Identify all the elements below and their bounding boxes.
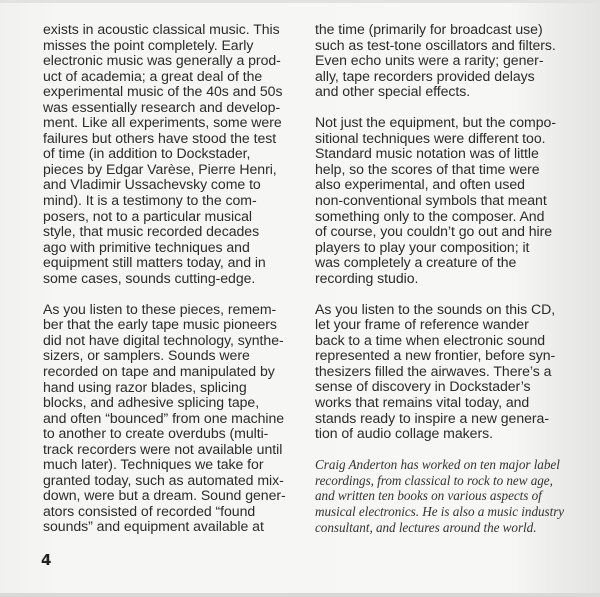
bio-line: recordings, from classical to rock to new age, [315, 472, 553, 488]
text-line: sizers, or samplers. Sounds were [43, 347, 250, 364]
text-line: style, that music recorded decades [43, 223, 260, 240]
text-line: and other special effects. [315, 83, 471, 100]
text-line: let your frame of reference wander [315, 316, 529, 333]
paragraph-compositional-techniques [315, 115, 590, 286]
text-line: posers, not to a particular musical [43, 207, 252, 224]
bio-line: Craig Anderton has worked on ten major label [315, 457, 560, 473]
text-line: thesizers filled the airwaves. There’s a [315, 362, 552, 379]
text-line: sense of discovery in Dockstader’s [315, 378, 531, 395]
text-line: something only to the composer. And [315, 207, 545, 224]
bio-line: and written ten books on various aspects of [315, 488, 542, 504]
text-line: works that remains vital today, and [315, 394, 530, 411]
page-number: 4 [41, 551, 52, 569]
paragraph-academia [43, 22, 293, 286]
text-line: Even echo units were a rarity; gener- [315, 52, 544, 69]
text-line: exists in acoustic classical music. This [43, 21, 280, 37]
text-line: equipment still matters today, and in [43, 254, 266, 271]
text-line: to another to create overdubs (multi- [43, 425, 269, 442]
text-line: misses the point completely. Early [43, 36, 254, 53]
text-line: back to a time when electronic sound [315, 331, 546, 348]
paragraph-equipment [315, 22, 590, 100]
text-line: some cases, sounds cutting-edge. [43, 269, 256, 286]
text-line: experimental music of the 40s and 50s [43, 83, 283, 100]
text-line: ber that the early tape music pioneers [43, 316, 277, 333]
author-bio [315, 457, 590, 535]
text-line: players to play your composition; it [315, 238, 530, 255]
text-line: such as test-tone oscillators and filters. [315, 36, 556, 53]
text-line: mind). It is a testimony to the com- [43, 192, 257, 209]
text-line: recording studio. [315, 269, 419, 286]
text-line: also experimental, and often used [315, 176, 525, 193]
text-line: help, so the scores of that time were [315, 160, 540, 177]
left-column [43, 22, 293, 551]
text-line: pieces by Edgar Varèse, Pierre Henri, [43, 160, 277, 177]
text-line: As you listen to these pieces, remem- [43, 300, 277, 317]
text-line: hand using razor blades, splicing [43, 378, 247, 395]
text-line: and Vladimir Ussachevsky come to [43, 176, 261, 193]
text-line: was completely a creature of the [315, 254, 517, 271]
text-line: much later). Techniques we take for [43, 456, 264, 473]
text-line: ally, tape recorders provided delays [315, 67, 535, 84]
text-line: sitional techniques were different too. [315, 129, 546, 146]
text-line: tion of audio collage makers. [315, 425, 493, 442]
text-line: of time (in addition to Dockstader, [43, 145, 251, 162]
text-line: stands ready to inspire a new genera- [315, 409, 549, 426]
text-line: ators consisted of recorded “found [43, 502, 256, 519]
text-line: non-conventional symbols that meant [315, 191, 547, 208]
bio-line: musical electronics. He is also a music industry [315, 503, 565, 519]
text-line: down, were but a dream. Sound gener- [43, 487, 286, 504]
text-line: sounds” and equipment available at [43, 518, 264, 535]
text-line: Standard music notation was of little [315, 145, 539, 162]
text-line: As you listen to the sounds on this CD, [315, 300, 556, 317]
right-column [315, 22, 590, 535]
text-line: uct of academia; a great deal of the [43, 67, 263, 84]
text-line: Not just the equipment, but the compo- [315, 114, 556, 131]
paragraph-listening [315, 302, 590, 442]
text-line: ago with primitive techniques and [43, 238, 250, 255]
text-line: track recorders were not available until [43, 440, 283, 457]
text-line: of course, you couldn’t go out and hire [315, 223, 553, 240]
text-line: failures but others have stood the test [43, 129, 277, 146]
text-line: ment. Like all experiments, some were [43, 114, 282, 131]
text-line: and often “bounced” from one machine [43, 409, 285, 426]
bio-line: consultant, and lectures around the world. [315, 519, 537, 535]
text-line: was essentially research and develop- [43, 98, 281, 115]
text-line: granted today, such as automated mix- [43, 471, 284, 488]
text-line: represented a new frontier, before syn- [315, 347, 556, 364]
text-line: the time (primarily for broadcast use) [315, 21, 543, 37]
paragraph-tape-pioneers [43, 302, 293, 535]
text-line: did not have digital technology, synthe- [43, 331, 284, 348]
text-line: electronic music was generally a prod- [43, 52, 281, 69]
text-line: blocks, and adhesive splicing tape, [43, 394, 260, 411]
text-line: recorded on tape and manipulated by [43, 362, 275, 379]
